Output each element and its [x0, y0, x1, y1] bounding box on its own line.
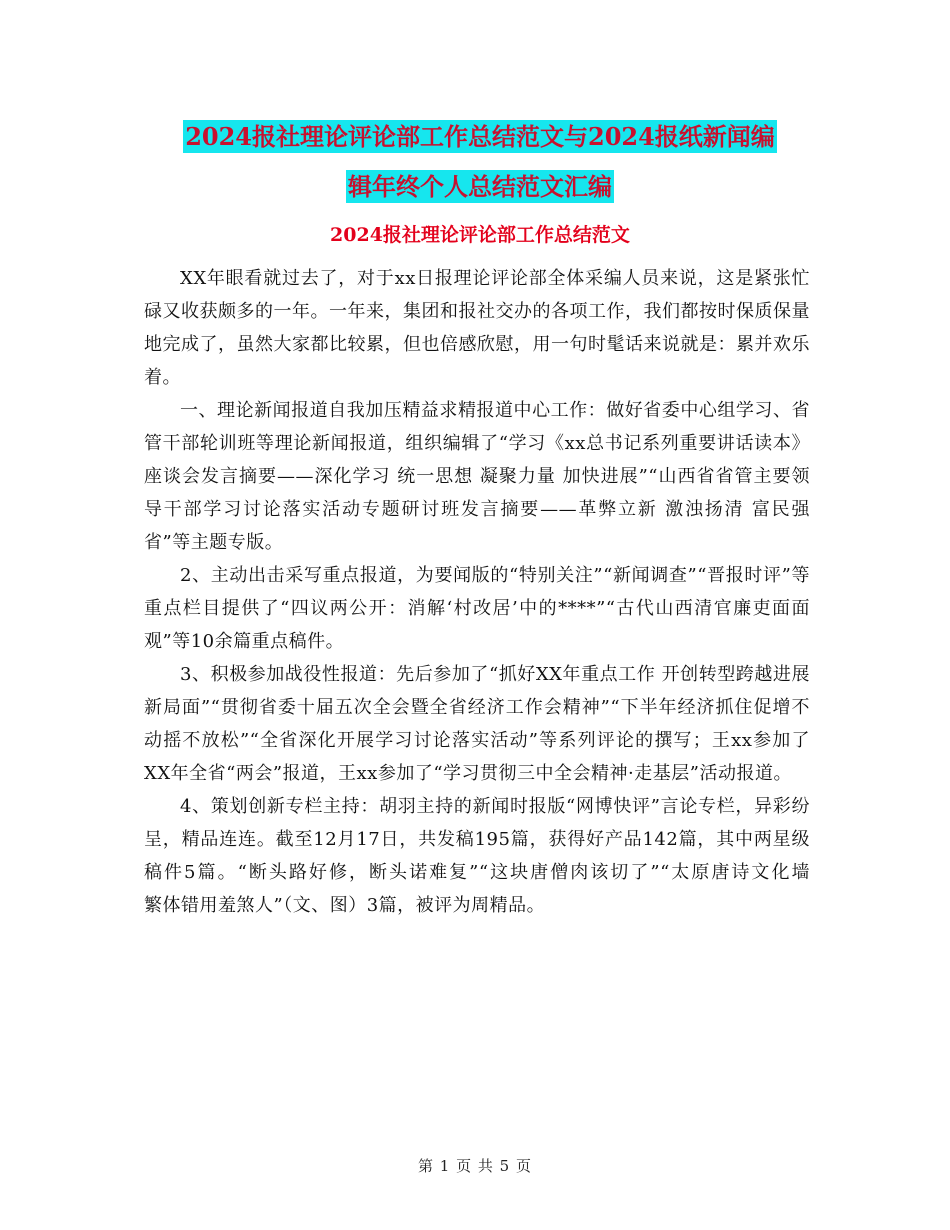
document-title — [140, 112, 820, 212]
document-body — [144, 262, 847, 922]
section-title: 2024报社理论评论部工作总结范文 — [330, 224, 630, 246]
paragraph-2: 一、理论新闻报道自我加压精益求精报道中心工作：做好省委中心组学习、省管干部轮训班等理论新闻报道，组织编辑了“学习《xx总书记系列重要讲话读本》座谈会发言摘要——深化学习 统一思想 凝聚力量 加快进展”“山西省省管主要领导干部学习讨论落实活动专题研讨班发言摘要——革弊立新 激浊扬清 富民强省”等主题专版。 — [144, 400, 810, 553]
paragraph-4: 3、积极参加战役性报道：先后参加了“抓好XX年重点工作 开创转型跨越进展新局面”“贯彻省委十届五次全会暨全省经济工作会精神”“下半年经济抓住促增不动摇不放松”“全省深化开展学习讨论落实活动”等系列评论的撰写；王xx参加了XX年全省“两会”报道，王xx参加了“学习贯彻三中全会精神·走基层”活动报道。 — [144, 664, 810, 784]
page-footer: 第 1 页 共 5 页 — [418, 1157, 532, 1175]
paragraph-3: 2、主动出击采写重点报道，为要闻版的“特别关注”“新闻调查”“晋报时评”等重点栏目提供了“四议两公开：消解‘村改居’中的****”“古代山西清官廉吏面面观”等10余篇重点稿件。 — [144, 565, 810, 652]
paragraph-5: 4、策划创新专栏主持：胡羽主持的新闻时报版“网博快评”言论专栏，异彩纷呈，精品连连。截至12月17日，共发稿195篇，获得好产品142篇，其中两星级稿件5篇。“断头路好修，断头诺难复”“这块唐僧肉该切了”“太原唐诗文化墙 繁体错用羞煞人”（文、图）3篇，被评为周精品。 — [144, 796, 847, 916]
document-title-line-2: 辑年终个人总结范文汇编 — [348, 172, 612, 201]
document-title-line-1: 2024报社理论评论部工作总结范文与2024报纸新闻编 — [185, 122, 775, 151]
paragraph-1: XX年眼看就过去了，对于xx日报理论评论部全体采编人员来说，这是紧张忙碌又收获颇多的一年。一年来，集团和报社交办的各项工作，我们都按时保质保量地完成了，虽然大家都比较累，但也倍感欣慰，用一句时髦话来说就是：累并欢乐着。 — [144, 268, 810, 388]
